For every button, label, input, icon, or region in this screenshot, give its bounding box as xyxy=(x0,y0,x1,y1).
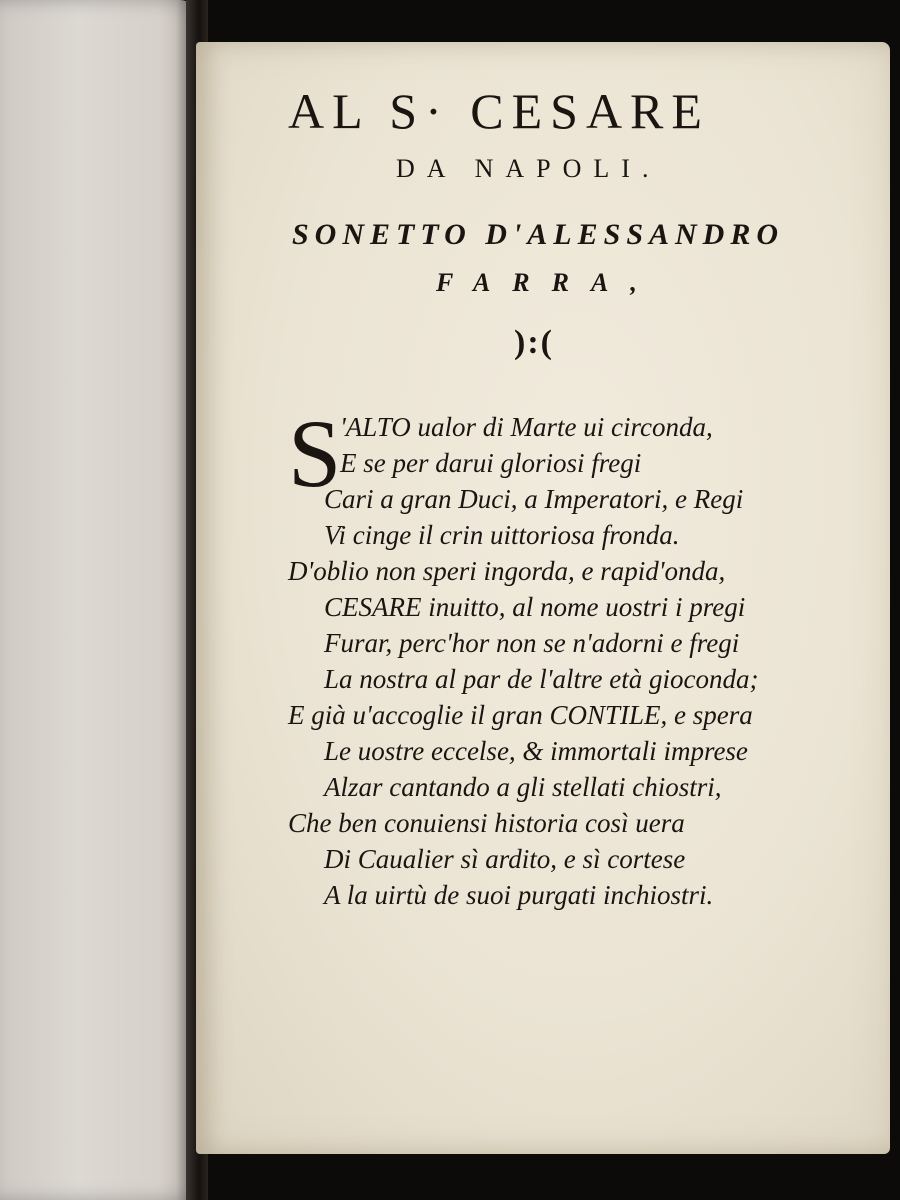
verse-line: E già u'accoglie il gran CONTILE, e spera xyxy=(288,700,753,730)
verse-line: La nostra al par de l'altre età gioconda; xyxy=(324,664,759,694)
ornament-glyph: ):( xyxy=(514,324,554,361)
verse-line: Alzar cantando a gli stellati chiostri, xyxy=(324,772,722,802)
left-page-edge xyxy=(0,0,198,1200)
verse-line: Di Caualier sì ardito, e sì cortese xyxy=(324,844,686,874)
verse-line: D'oblio non speri ingorda, e rapid'onda, xyxy=(288,556,726,586)
verse-line: Furar, perc'hor non se n'adorni e fregi xyxy=(324,628,740,658)
verse-line: Le uostre eccelse, & immortali imprese xyxy=(324,736,748,766)
book-page xyxy=(196,42,890,1154)
dedication-title: AL S· CESARE xyxy=(288,83,710,139)
verse-line: Cari a gran Duci, a Imperatori, e Regi xyxy=(324,484,744,514)
verse-line: 'ALTO ualor di Marte ui circonda, xyxy=(340,412,713,442)
drop-capital: S xyxy=(288,400,342,507)
author-name: FARRA, xyxy=(436,268,659,297)
dedication-subtitle: DA NAPOLI. xyxy=(396,154,661,183)
verse-line: A la uirtù de suoi purgati inchiostri. xyxy=(324,880,714,910)
verse-line: E se per darui gloriosi fregi xyxy=(340,448,642,478)
sonnet-title: SONETTO D'ALESSANDRO xyxy=(292,218,785,251)
verse-line: Che ben conuiensi historia così uera xyxy=(288,808,685,838)
verse-line: CESARE inuitto, al nome uostri i pregi xyxy=(324,592,746,622)
verse-line: Vi cinge il crin uittoriosa fronda. xyxy=(324,520,680,550)
